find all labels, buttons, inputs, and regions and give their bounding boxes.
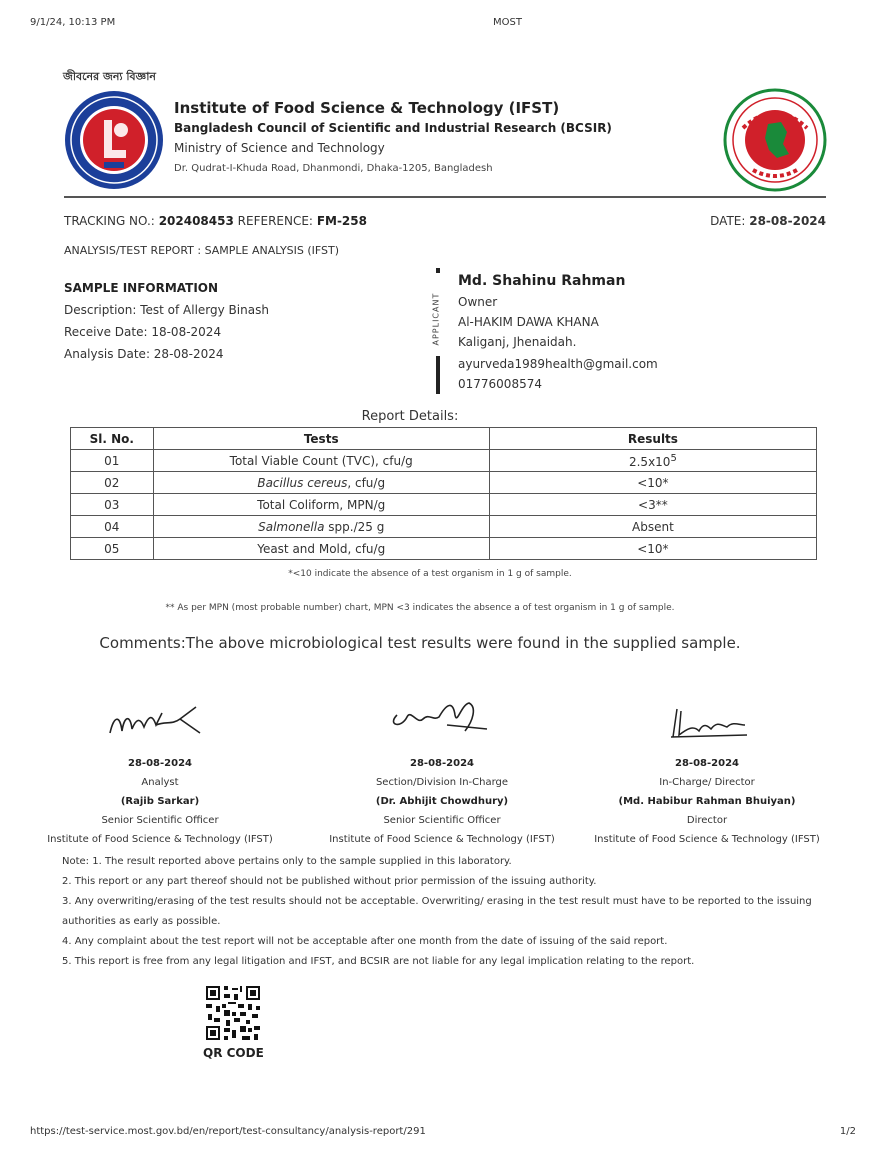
tracking-label: TRACKING NO.: — [64, 214, 155, 228]
signatory-name: (Rajib Sarkar) — [120, 796, 200, 807]
sample-description: Description: Test of Allergy Binash — [64, 303, 269, 317]
table-row — [71, 494, 817, 516]
sample-info-title: SAMPLE INFORMATION — [64, 281, 219, 295]
cell-sl: 05 — [71, 538, 154, 560]
test-unit: , cfu/g — [347, 475, 386, 490]
applicant-role: Owner — [458, 295, 498, 309]
signatory-title: Senior Scientific Officer — [383, 815, 501, 826]
cell-test: Yeast and Mold, cfu/g — [153, 538, 489, 560]
institute-address: Dr. Qudrat-I-Khuda Road, Dhanmondi, Dhaka-1205, Bangladesh — [174, 163, 493, 174]
signatory-institute: Institute of Food Science & Technology (IFST) — [329, 834, 555, 845]
applicant-company: Al-HAKIM DAWA KHANA — [458, 315, 599, 329]
note-item: 3. Any overwriting/erasing of the test results should not be acceptable. Overwriting/ erasing in the test result must have to be reported to the issuing authorities as early as possible. — [62, 896, 812, 927]
applicant-label: APPLICANT — [431, 292, 441, 346]
note-item: 5. This report is free from any legal litigation and IFST, and BCSIR are not liable for any legal implication relating to the report. — [62, 956, 695, 967]
cell-result: <10* — [489, 472, 816, 494]
header-tests: Tests — [153, 428, 489, 450]
test-organism: Salmonella — [258, 519, 325, 534]
comments: Comments:The above microbiological test results were found in the supplied sample. — [99, 634, 741, 652]
reference-number: FM-258 — [316, 214, 367, 228]
signatory-role: Section/Division In-Charge — [375, 777, 509, 788]
footnote-double-asterisk: ** As per MPN (most probable number) chart, MPN <3 indicates the absence a of test organism in 1 g of sample. — [165, 603, 675, 613]
header-results: Results — [489, 428, 816, 450]
sample-analysis-date: Analysis Date: 28-08-2024 — [64, 347, 224, 361]
signatory-role: In-Charge/ Director — [659, 777, 755, 788]
cell-result: Absent — [489, 516, 816, 538]
table-row — [71, 450, 817, 472]
signatory-director — [592, 695, 822, 849]
cell-result — [489, 450, 816, 472]
ministry-name: Ministry of Science and Technology — [174, 141, 385, 155]
cell-result: <3** — [489, 494, 816, 516]
cell-test — [153, 472, 489, 494]
applicant-location: Kaliganj, Jhenaidah. — [458, 335, 577, 349]
qr-code-label: QR CODE — [203, 1046, 264, 1060]
council-name: Bangladesh Council of Scientific and Industrial Research (BCSIR) — [174, 121, 612, 135]
date-label: DATE: — [710, 214, 746, 228]
signature-date: 28-08-2024 — [675, 758, 739, 769]
cell-test: Total Viable Count (TVC), cfu/g — [153, 450, 489, 472]
reference-label: REFERENCE: — [237, 214, 313, 228]
report-notes — [62, 852, 832, 972]
signatory-title: Director — [686, 815, 728, 826]
signatory-institute: Institute of Food Science & Technology (IFST) — [594, 834, 820, 845]
signatory-name: (Dr. Abhijit Chowdhury) — [375, 796, 509, 807]
report-type: ANALYSIS/TEST REPORT : SAMPLE ANALYSIS (IFST) — [64, 244, 340, 257]
table-header-row — [71, 428, 817, 450]
note-item: 2. This report or any part thereof should not be published without prior permission of the issuing authority. — [62, 876, 597, 887]
signature-date: 28-08-2024 — [410, 758, 474, 769]
test-unit: spp./25 g — [324, 519, 385, 534]
tracking-number: 202408453 — [158, 214, 234, 228]
signatory-section-in-charge — [327, 695, 557, 849]
cell-test: Total Coliform, MPN/g — [153, 494, 489, 516]
signature-date: 28-08-2024 — [128, 758, 192, 769]
note-item: 4. Any complaint about the test report will not be acceptable after one month from the date of issuing of the said report. — [62, 936, 668, 947]
sample-receive-date: Receive Date: 18-08-2024 — [64, 325, 222, 339]
government-emblem — [723, 88, 827, 192]
bcsir-logo — [64, 90, 164, 190]
header-sl-no: Sl. No. — [71, 428, 154, 450]
signature-image — [100, 695, 220, 747]
signatory-name: (Md. Habibur Rahman Bhuiyan) — [618, 796, 796, 807]
signatory-role: Analyst — [141, 777, 179, 788]
table-row — [71, 538, 817, 560]
results-table — [70, 427, 817, 560]
report-details-title: Report Details: — [361, 409, 459, 424]
signatory-title: Senior Scientific Officer — [101, 815, 219, 826]
qr-code — [204, 984, 262, 1042]
applicant-phone: 01776008574 — [458, 377, 542, 391]
institute-name: Institute of Food Science & Technology (IFST) — [174, 99, 560, 117]
table-row — [71, 516, 817, 538]
signatory-analyst — [45, 695, 275, 849]
page-number: 1/2 — [839, 1126, 856, 1137]
cell-sl: 04 — [71, 516, 154, 538]
result-exponent: 5 — [670, 452, 677, 464]
print-page-title: MOST — [493, 17, 522, 28]
table-row — [71, 472, 817, 494]
applicant-name: Md. Shahinu Rahman — [458, 273, 626, 289]
cell-sl: 01 — [71, 450, 154, 472]
test-organism: Bacillus cereus — [257, 475, 348, 490]
signature-image — [647, 695, 767, 747]
cell-result: <10* — [489, 538, 816, 560]
bangla-tagline: জীবনের জন্য বিজ্ঞান — [63, 70, 156, 83]
tracking-line — [64, 214, 367, 228]
applicant-email: ayurveda1989health@gmail.com — [458, 357, 658, 371]
signature-image — [377, 695, 507, 747]
footnote-single-asterisk: *<10 indicate the absence of a test organism in 1 g of sample. — [288, 569, 572, 579]
signatory-institute: Institute of Food Science & Technology (IFST) — [47, 834, 273, 845]
report-date — [710, 214, 826, 228]
date-value: 28-08-2024 — [749, 214, 826, 228]
note-item: Note: 1. The result reported above pertains only to the sample supplied in this laboratory. — [62, 856, 512, 867]
print-url: https://test-service.most.gov.bd/en/report/test-consultancy/analysis-report/291 — [30, 1126, 426, 1137]
print-datetime: 9/1/24, 10:13 PM — [30, 17, 116, 28]
cell-sl: 02 — [71, 472, 154, 494]
header-divider — [64, 196, 826, 198]
cell-test — [153, 516, 489, 538]
cell-sl: 03 — [71, 494, 154, 516]
result-value: 2.5x10 — [628, 454, 671, 469]
